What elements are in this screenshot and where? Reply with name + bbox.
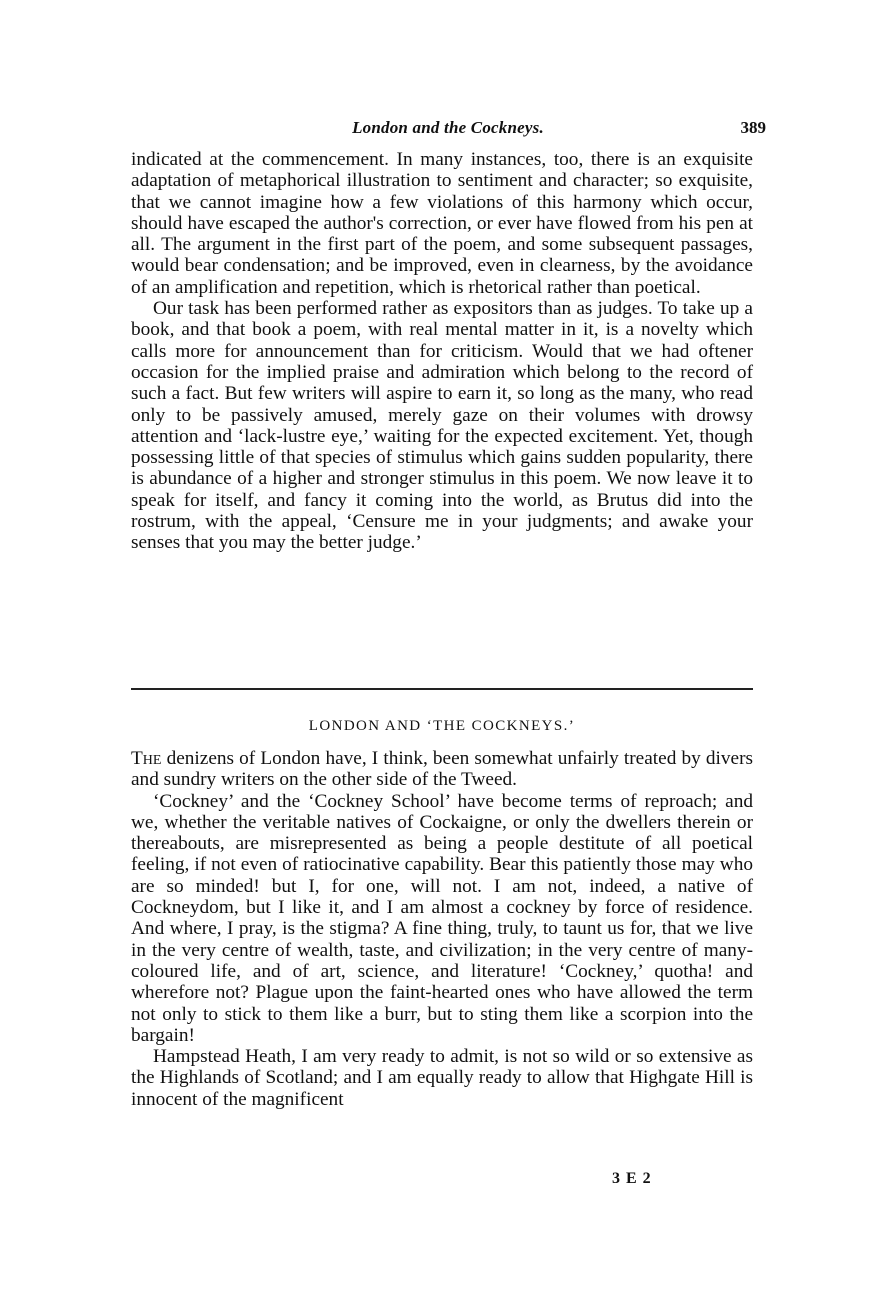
review-ending [131,149,753,554]
paragraph: indicated at the commencement. In many instances, too, there is an exquisite adaptation of metaphorical illustration to sentiment and character; so exquisite, that we cannot imagine how a few violations of this harmony which occur, should have escaped the author's correction, or ever have flowed from his pen at all. The argument in the first part of the poem, and some subsequent passages, would bear condensation; and be improved, even in clearness, by the avoidance of an amplification and repetition, which is rhetorical rather than poetical. [131,149,753,298]
paragraph: ‘Cockney’ and the ‘Cockney School’ have become terms of reproach; and we, whether the veritable natives of Cockaigne, or only the dwellers therein or thereabouts, are misrepresented as being a people destitute of all poetical feeling, if not even of ratiocinative capability. Bear this patiently those may who are so minded! but I, for one, will not. I am not, indeed, a native of Cockneydom, but I like it, and I am almost a cockney by force of residence. And where, I pray, is the stigma? A fine thing, truly, to taunt us for, that we live in the very centre of wealth, taste, and civilization; in the very centre of many-coloured life, and of art, science, and literature! ‘Cockney,’ quotha! and wherefore not? Plague upon the faint-hearted ones who have allowed the term not only to stick to them like a burr, but to sting them like a scorpion into the bargain! [131,790,753,1046]
article-body [131,748,753,1110]
opening-word: The [131,748,162,769]
paragraph: Our task has been performed rather as expositors than as judges. To take up a book, and that book a poem, with real mental matter in it, is a novelty which calls more for announcement than for criticism. Would that we had oftener occasion for the implied praise and admiration which belong to the record of such a fact. But few writers will aspire to earn it, so long as the many, who read only to be passively amused, merely gaze on their volumes with drowsy attention and ‘lack-lustre eye,’ waiting for the expected excitement. Yet, though possessing little of that species of stimulus which gains sudden popularity, there is abundance of a higher and stronger stimulus in this poem. We now leave it to speak for itself, and fancy it coming into the world, as Brutus did into the rostrum, with the appeal, ‘Censure me in your judgments; and awake your senses that you may the better judge.’ [131,298,753,554]
page-number: 389 [740,118,766,137]
paragraph: Hampstead Heath, I am very ready to admit, is not so wild or so extensive as the Highlands of Scotland; and I am equally ready to allow that Highgate Hill is innocent of the magnificent [131,1046,753,1110]
section-divider [131,688,753,690]
paragraph-text: denizens of London have, I think, been somewhat unfairly treated by divers and sundry writers on the other side of the Tweed. [131,748,753,791]
signature-mark: 3 E 2 [612,1170,652,1187]
running-head [130,118,766,142]
paragraph [131,748,753,791]
running-title: London and the Cockneys. [352,118,544,137]
article-title: LONDON AND ‘THE COCKNEYS.’ [308,718,576,734]
